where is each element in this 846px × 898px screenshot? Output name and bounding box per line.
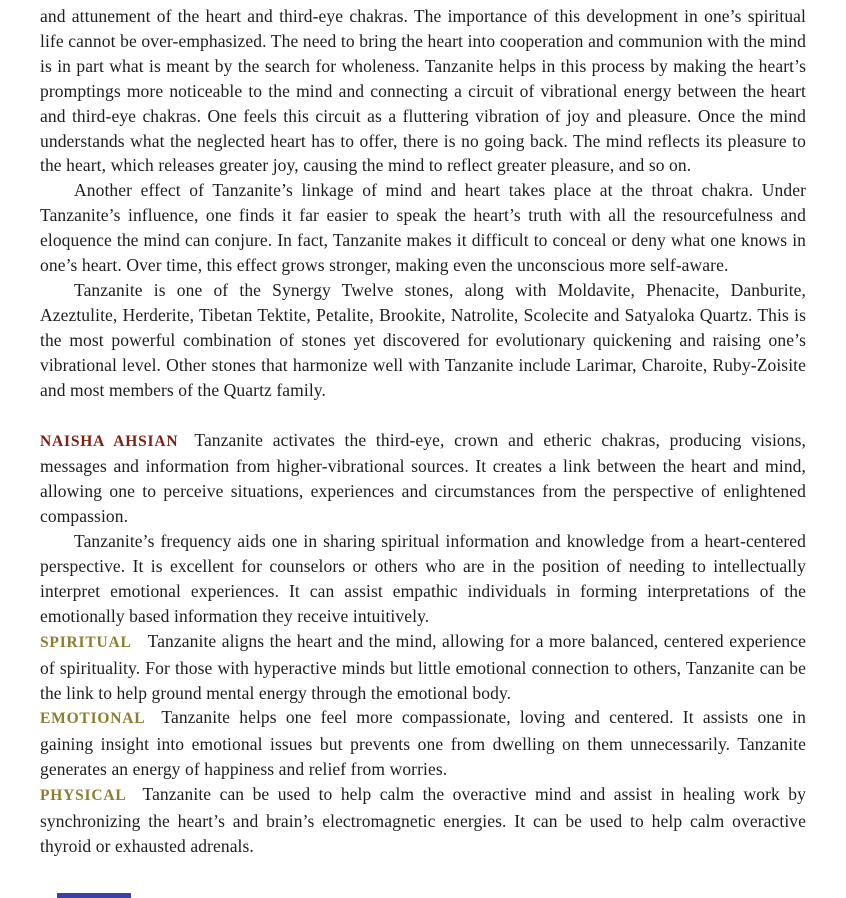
author-section-naisha-ahsian: [40, 428, 806, 530]
paragraph: Another effect of Tanzanite’s linkage of mind and heart takes place at the throat chakra. Under Tanzanite’s influence, one finds it far easier to speak the heart’s truth with all the resourcefulness and eloquence the mind can conjure. In fact, Tanzanite makes it difficult to conceal or deny what one knows in one’s heart. Over time, this effect grows stronger, making even the unconscious more self-aware.: [40, 180, 806, 276]
physical-heading: PHYSICAL: [40, 787, 127, 805]
emotional-heading: EMOTIONAL: [40, 710, 146, 728]
paragraph: Tanzanite is one of the Synergy Twelve stones, along with Moldavite, Phenacite, Danburite, Azeztulite, Herderite, Tibetan Tektite, Petalite, Brookite, Natrolite, Scolecite and Satyaloka Quartz. This is the most powerful combination of stones yet discovered for evolutionary quickening and raising one’s vibrational level. Other stones that harmonize well with Tanzanite include Larimar, Charoite, Ruby-Zoisite and most members of the Quartz family.: [40, 279, 806, 400]
emotional-section: [40, 705, 806, 782]
paragraph: Tanzanite’s frequency aids one in sharing spiritual information and knowledge from a heart-centered perspective. It is excellent for counselors or others who are in the position of needing to intellectually interpret emotional experiences. It can assist empathic individuals in forming interpretations of the emotionally based information they receive intuitively.: [40, 531, 806, 626]
spiritual-heading: SPIRITUAL: [40, 633, 132, 651]
next-entry-color-bar-partial: [57, 893, 131, 898]
paragraph-text: Tanzanite helps one feel more compassionate, loving and centered. It assists one in gaining insight into emotional issues but prevents one from dwelling on them unnecessarily. Tanzanite generates an energy of happiness and relief from worries.: [40, 707, 806, 780]
paragraph-text: Tanzanite aligns the heart and the mind, allowing for a more balanced, centered experience of spirituality. For those with hyperactive minds but little emotional connection to others, Tanzanite can be the link to help ground mental energy through the emotional body.: [40, 630, 806, 703]
author-heading: NAISHA AHSIAN: [40, 432, 179, 450]
physical-section: [40, 782, 806, 859]
paragraph-text: Tanzanite activates the third-eye, crown and etheric chakras, producing visions, messages and information from higher-vibrational sources. It creates a link between the heart and mind, allowing one to perceive situations, experiences and circumstances from the perspective of enlightened compassion.: [40, 429, 806, 527]
spiritual-section: [40, 629, 806, 706]
paragraph-text: Tanzanite can be used to help calm the overactive mind and assist in healing work by synchronizing the heart’s and brain’s electromagnetic energies. It can be used to help calm overactive thyroid or exhausted adrenals.: [40, 784, 806, 856]
paragraph-continuation: and attunement of the heart and third-eye chakras. The importance of this development in one’s spiritual life cannot be over-emphasized. The need to bring the heart into cooperation and communion with the mind is in part what is meant by the search for wholeness. Tanzanite helps in this process by making the heart’s promptings more noticeable to the mind and connecting a circuit of vibrational energy between the heart and third-eye chakras. One feels this circuit as a fluttering vibration of joy and pleasure. Once the mind understands what the neglected heart has to offer, there is no going back. The mind reflects its pleasure to the heart, which releases greater joy, causing the mind to reflect greater pleasure, and so on.: [40, 6, 806, 176]
